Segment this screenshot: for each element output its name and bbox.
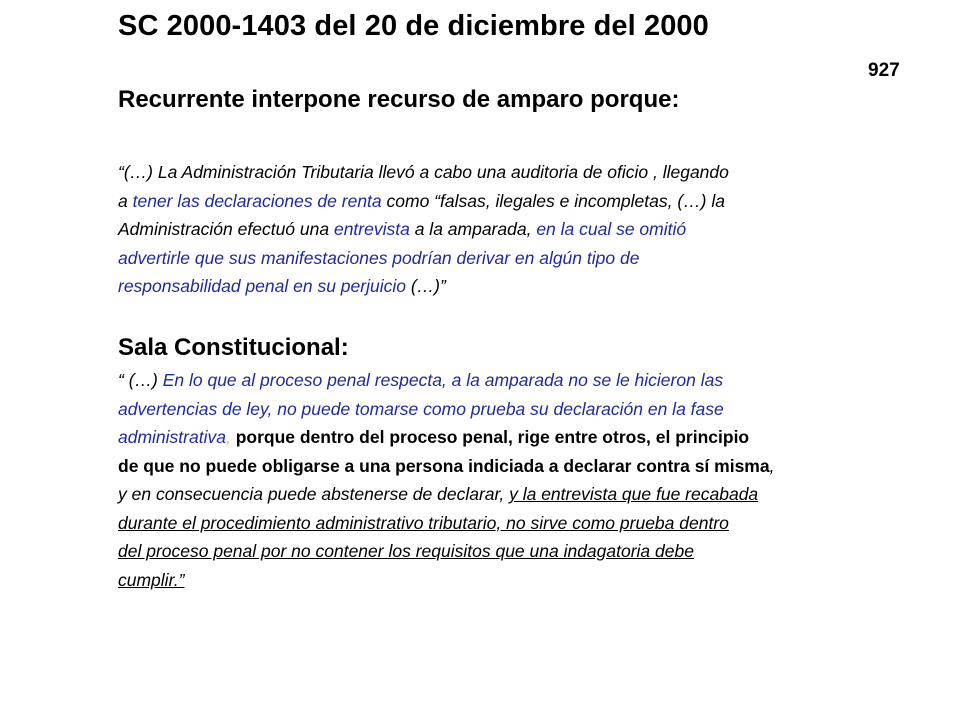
text-line [118, 452, 918, 481]
text-segment: y la entrevista que fue recabada [509, 484, 759, 504]
text-line [118, 187, 918, 216]
text-line [118, 272, 918, 301]
text-segment: a la amparada, [409, 219, 537, 239]
section-heading-recurrente: Recurrente interpone recurso de amparo porque: [118, 86, 680, 113]
text-line [118, 480, 918, 509]
quote-sala-constitucional [118, 366, 918, 594]
text-segment: en la cual se omitió [536, 219, 687, 239]
text-line [118, 423, 918, 452]
text-segment: y en consecuencia puede abstenerse de declarar, [118, 484, 510, 504]
text-line [118, 509, 918, 538]
text-segment: “(…) La Administración Tributaria llevó a cabo una auditoria de oficio , llegando [118, 162, 729, 182]
text-segment: “ (…) [118, 370, 163, 390]
text-segment: del proceso penal por no contener los requisitos que una indagatoria debe [118, 541, 694, 561]
text-line [118, 158, 918, 187]
text-segment: cumplir.” [118, 569, 185, 590]
text-line [118, 537, 918, 566]
text-line [118, 244, 918, 273]
text-line [118, 566, 918, 595]
text-segment: durante el procedimiento administrativo tributario, no sirve como prueba dentro [118, 512, 729, 533]
text-segment: a [118, 190, 133, 211]
text-segment: En lo que al proceso penal respecta, a la amparada no se le hicieron las [162, 370, 724, 390]
page-number: 927 [868, 60, 900, 81]
text-segment: entrevista [333, 219, 410, 239]
section-heading-sala: Sala Constitucional: [118, 334, 349, 361]
document-title: SC 2000-1403 del 20 de diciembre del 2000 [118, 10, 709, 42]
quote-recurrente [118, 158, 918, 301]
text-segment: , [769, 455, 775, 476]
text-line [118, 215, 918, 244]
text-line [118, 366, 918, 395]
text-line [118, 395, 918, 424]
text-segment: como “falsas, ilegales e incompletas, (…) la [381, 190, 725, 211]
text-segment: porque dentro del proceso penal, rige entre otros, el principio [235, 427, 750, 447]
text-segment: administrativa [118, 427, 226, 447]
text-segment: de que no puede obligarse a una persona indiciada a declarar contra sí misma [118, 455, 770, 476]
text-segment: (…)” [405, 276, 446, 296]
text-segment: tener las declaraciones de renta [132, 190, 382, 211]
text-segment: advertirle que sus manifestaciones podrían derivar en algún tipo de [118, 247, 640, 268]
text-segment: responsabilidad penal en su perjuicio [118, 276, 406, 296]
text-segment: Administración efectuó una [118, 219, 334, 239]
text-segment: , [225, 427, 236, 447]
text-segment: advertencias de ley, no puede tomarse como prueba su declaración en la fase [118, 398, 724, 419]
